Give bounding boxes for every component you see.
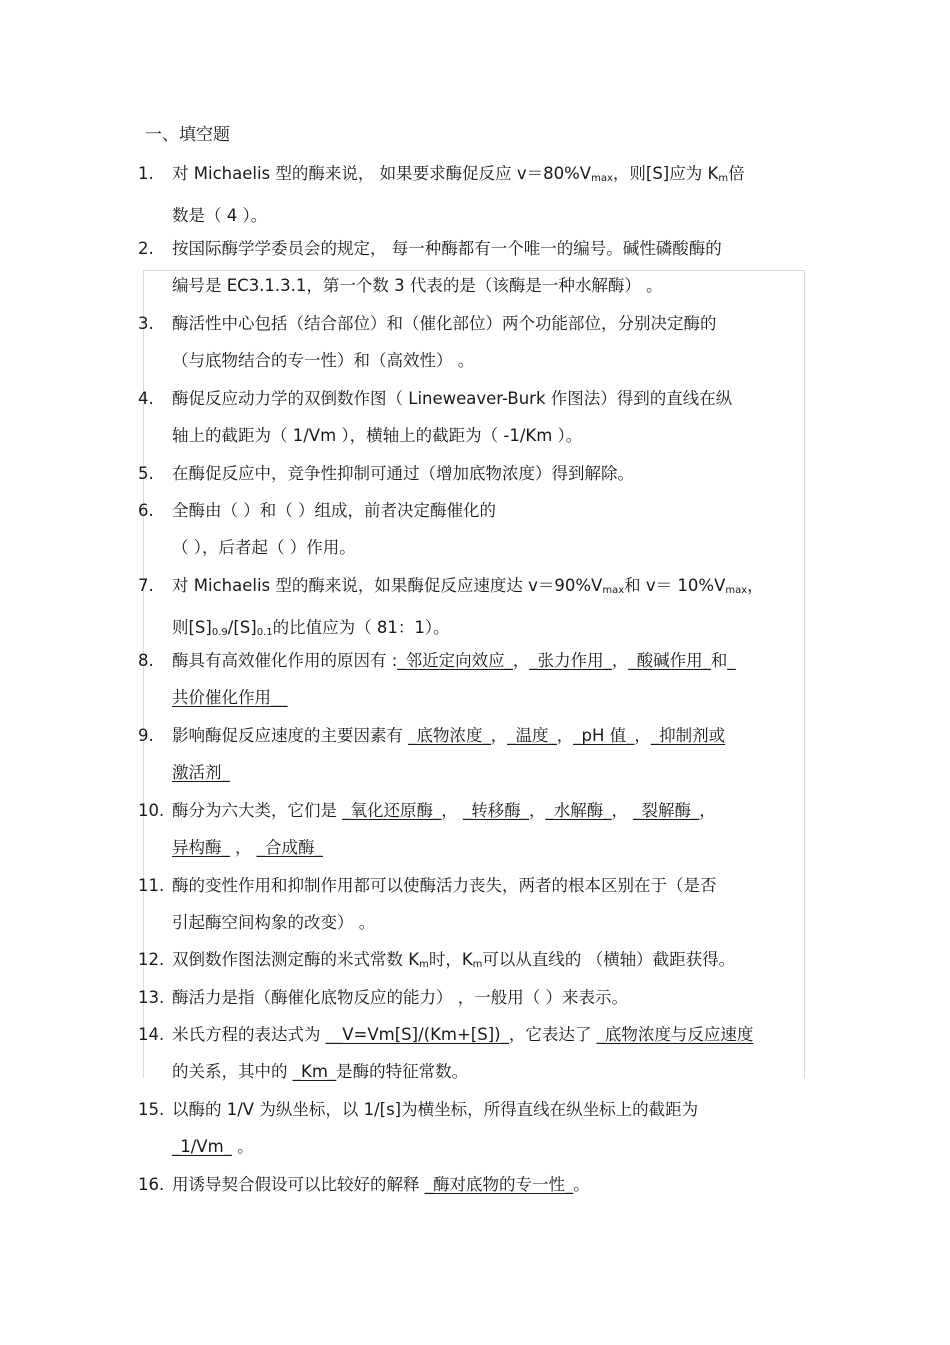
question-line [138,867,808,904]
question-number: 9. [138,726,154,745]
question-line [138,380,808,417]
answer-blank: __V=Vm[S]/(Km+[S])_ [325,1025,509,1044]
question-number: 8. [138,651,154,670]
question-text: 酶促反应动力学的双倒数作图（ Lineweaver-Burk 作图法）得到的直线在纵 [172,389,733,408]
question-text: 和 v＝ 10%V [624,576,726,595]
subscript-text: max [602,585,625,596]
question-text: 和 [710,651,728,670]
question-text: 的关系，其中的 [172,1062,293,1081]
question-text: （与底物结合的专一性）和（高效性） 。 [172,351,475,370]
question-text: ， [229,838,257,857]
question-line [138,455,808,492]
question-line [138,197,808,234]
answer-blank: _张力作用_ [529,651,612,670]
question-text: ， [512,651,530,670]
question-number: 12. [138,950,165,969]
answer-blank: _水解酶_ [545,801,612,820]
answer-blank: _氧化还原酶_ [342,801,442,820]
question-text: ， [556,726,574,745]
answer-blank: 共价催化作用__ [172,688,288,707]
answer-blank: _抑制剂或 [650,726,726,745]
question-text: ， [441,801,463,820]
question-line [138,754,808,791]
question-text: ， [490,726,508,745]
question-text: 轴上的截距为（ 1/Vm ），横轴上的截距为（ -1/Km ）。 [172,426,583,445]
question-line [138,342,808,379]
question-text: 按国际酶学学委员会的规定， 每一种酶都有一个唯一的编号。碱性磷酸酶的 [172,239,722,258]
question-text: 的比值应为（ 81：1）。 [272,618,450,637]
question-line [138,829,808,866]
question-number: 14. [138,1025,165,1044]
question-line [138,1091,808,1128]
question-text: 编号是 EC3.1.3.1，第一个数 3 代表的是（该酶是一种水解酶） 。 [172,276,663,295]
question-text: 酶具有高效催化作用的原因有 : [172,651,398,670]
question-text: ， [634,726,651,745]
answer-blank: _酸碱作用_ [628,651,711,670]
question-line [138,642,808,679]
question-item [138,230,808,304]
question-item [138,1016,808,1090]
question-line [138,230,808,267]
question-number: 5. [138,464,154,483]
question-text: ， [611,801,634,820]
answer-blank: _邻近定向效应_ [397,651,513,670]
question-text: 在酶促反应中，竞争性抑制可通过（增加底物浓度）得到解除。 [172,464,634,483]
question-text: 用诱导契合假设可以比较好的解释 [172,1175,425,1194]
subscript-text: 0.9 [211,627,228,638]
question-item [138,979,808,1016]
question-number: 7. [138,576,154,595]
answer-blank: 异构酶_ [172,838,230,857]
question-text: 引起酶空间构象的改变） 。 [172,913,376,932]
question-text: 影响酶促反应速度的主要因素有 [172,726,409,745]
question-line [138,492,808,529]
subscript-text: m [419,959,429,970]
question-item [138,455,808,492]
answer-blank: _温度_ [507,726,557,745]
question-item [138,867,808,941]
question-item [138,1166,808,1203]
question-line [138,904,808,941]
question-line [138,155,808,197]
question-text: ， [611,651,629,670]
question-text: 双倒数作图法测定酶的米式常数 K [172,950,420,969]
question-text: （ ），后者起（ ）作用。 [172,538,356,557]
question-line [138,417,808,454]
question-text: 酶活性中心包括（结合部位）和（催化部位）两个功能部位，分别决定酶的 [172,314,717,333]
question-line [138,567,808,609]
question-line [138,529,808,566]
question-line [138,1053,808,1090]
question-text: 倍 [728,164,745,183]
question-text: 时，K [428,950,473,969]
question-text: 对 Michaelis 型的酶来说， 如果要求酶促反应 v＝80%V [172,164,592,183]
question-text: 。 [573,1175,590,1194]
question-line [138,1016,808,1053]
question-number: 3. [138,314,154,333]
question-text: ， [529,801,546,820]
question-line [138,1128,808,1165]
question-item [138,567,808,651]
question-number: 4. [138,389,154,408]
question-line [138,941,808,983]
answer-blank: _pH 值_ [573,726,635,745]
answer-blank: _1/Vm_ [172,1137,232,1156]
answer-blank: _ [727,651,736,670]
question-line [138,792,808,829]
question-line [138,979,808,1016]
question-line [138,267,808,304]
answer-blank: _转移酶_ [463,801,529,820]
answer-blank: 激活剂_ [172,763,230,782]
question-item [138,1091,808,1165]
question-item [138,642,808,716]
question-text: 以酶的 1/V 为纵坐标，以 1/[s]为横坐标，所得直线在纵坐标上的截距为 [172,1100,699,1119]
question-text: 数是（ 4 ）。 [172,206,268,225]
question-text: 则[S] [172,618,212,637]
question-item [138,380,808,454]
question-number: 15. [138,1100,165,1119]
question-item [138,941,808,983]
question-text: 酶的变性作用和抑制作用都可以使酶活力丧失，两者的根本区别在于（是否 [172,876,717,895]
question-text: /[S] [227,618,257,637]
question-item [138,792,808,866]
answer-blank: _底物浓度_ [408,726,491,745]
question-number: 6. [138,501,154,520]
subscript-text: max [591,173,613,184]
question-text: 酶分为六大类，它们是 [172,801,343,820]
section-title: 一、填空题 [145,125,230,145]
question-item [138,155,808,234]
question-number: 13. [138,988,165,1007]
question-text: ， [747,576,764,595]
answer-blank: _酶对底物的专一性_ [424,1175,574,1194]
question-text: 酶活力是指（酶催化底物反应的能力） ，一般用（ ）来表示。 [172,988,628,1007]
subscript-text: m [472,959,483,970]
question-number: 16. [138,1175,165,1194]
question-number: 1. [138,164,154,183]
question-text: 是酶的特征常数。 [336,1062,469,1081]
question-item [138,717,808,791]
question-text: 全酶由（ ）和（ ）组成，前者决定酶催化的 [172,501,496,520]
question-text: ，则[S]应为 K [612,164,719,183]
question-line [138,717,808,754]
question-text: 。 [231,1137,254,1156]
question-text: 对 Michaelis 型的酶来说，如果酶促反应速度达 v＝90%V [172,576,603,595]
question-item [138,305,808,379]
question-number: 10. [138,801,165,820]
question-line [138,305,808,342]
question-text: 米氏方程的表达式为 [172,1025,326,1044]
subscript-text: 0.1 [256,627,273,638]
question-line [138,679,808,716]
question-text: ，它表达了 [508,1025,597,1044]
answer-blank: _裂解酶_ [633,801,700,820]
question-number: 11. [138,876,165,895]
answer-blank: _底物浓度与反应速度 [596,1025,754,1044]
subscript-text: m [718,173,729,184]
question-number: 2. [138,239,154,258]
answer-blank: _Km_ [292,1062,337,1081]
subscript-text: max [725,585,748,596]
question-item [138,492,808,566]
answer-blank: _合成酶_ [256,838,323,857]
question-line [138,1166,808,1203]
question-text: ， [699,801,716,820]
question-text: 可以从直线的 （横轴）截距获得。 [482,950,736,969]
